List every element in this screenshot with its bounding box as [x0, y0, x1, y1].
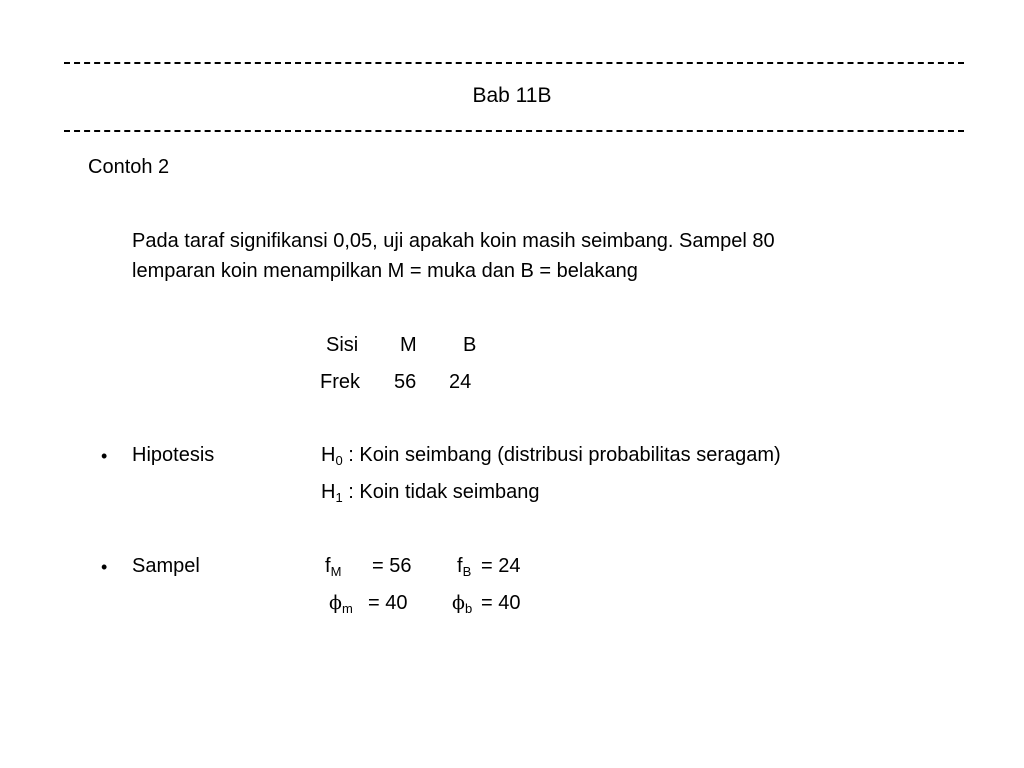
phib-symbol: ϕ: [452, 592, 465, 614]
top-dashed-rule: [64, 62, 964, 64]
phib-subscript: b: [464, 601, 473, 616]
table-row-label-frek: Frek: [320, 371, 360, 393]
slide-title: Bab 11B: [472, 84, 552, 107]
hypothesis-h0: [321, 443, 781, 467]
h0-symbol: H: [321, 444, 336, 466]
sample-fm: [325, 554, 341, 578]
fm-symbol: f: [325, 555, 331, 577]
paragraph-line-1: Pada taraf signifikansi 0,05, uji apakah koin masih seimbang. Sampel 80: [132, 230, 775, 252]
table-value-m: 56: [394, 371, 417, 393]
fb-subscript: B: [462, 564, 472, 579]
sample-fb-value: = 24: [481, 555, 521, 577]
example-heading: Contoh 2: [88, 156, 170, 178]
h0-subscript: 0: [335, 453, 343, 468]
paragraph-line-2: lemparan koin menampilkan M = muka dan B = belakang: [132, 260, 638, 282]
table-header-b: B: [463, 334, 477, 356]
fb-symbol: f: [457, 555, 463, 577]
sample-phib-value: = 40: [481, 592, 521, 614]
sample-bullet: •: [101, 557, 108, 577]
h1-symbol: H: [321, 481, 336, 503]
sample-label: Sampel: [132, 555, 200, 577]
table-header-sisi: Sisi: [326, 334, 359, 356]
phim-subscript: m: [341, 601, 353, 616]
hypothesis-label: Hipotesis: [132, 444, 215, 466]
phim-symbol: ϕ: [329, 592, 342, 614]
table-value-b: 24: [449, 371, 472, 393]
fm-subscript: M: [330, 564, 342, 579]
problem-paragraph: [132, 226, 892, 286]
h1-text: : Koin tidak seimbang: [342, 481, 540, 503]
sample-fb: [457, 554, 471, 578]
sample-phim-value: = 40: [368, 592, 408, 614]
hypothesis-bullet: •: [101, 446, 108, 466]
h1-subscript: 1: [335, 490, 343, 505]
table-header-m: M: [400, 334, 417, 356]
sample-fm-value: = 56: [372, 555, 412, 577]
hypothesis-h1: [321, 480, 539, 504]
sample-phim: [329, 591, 353, 615]
sample-phib: [452, 591, 472, 615]
h0-text: : Koin seimbang (distribusi probabilitas seragam): [342, 444, 781, 466]
bottom-dashed-rule: [64, 130, 964, 132]
